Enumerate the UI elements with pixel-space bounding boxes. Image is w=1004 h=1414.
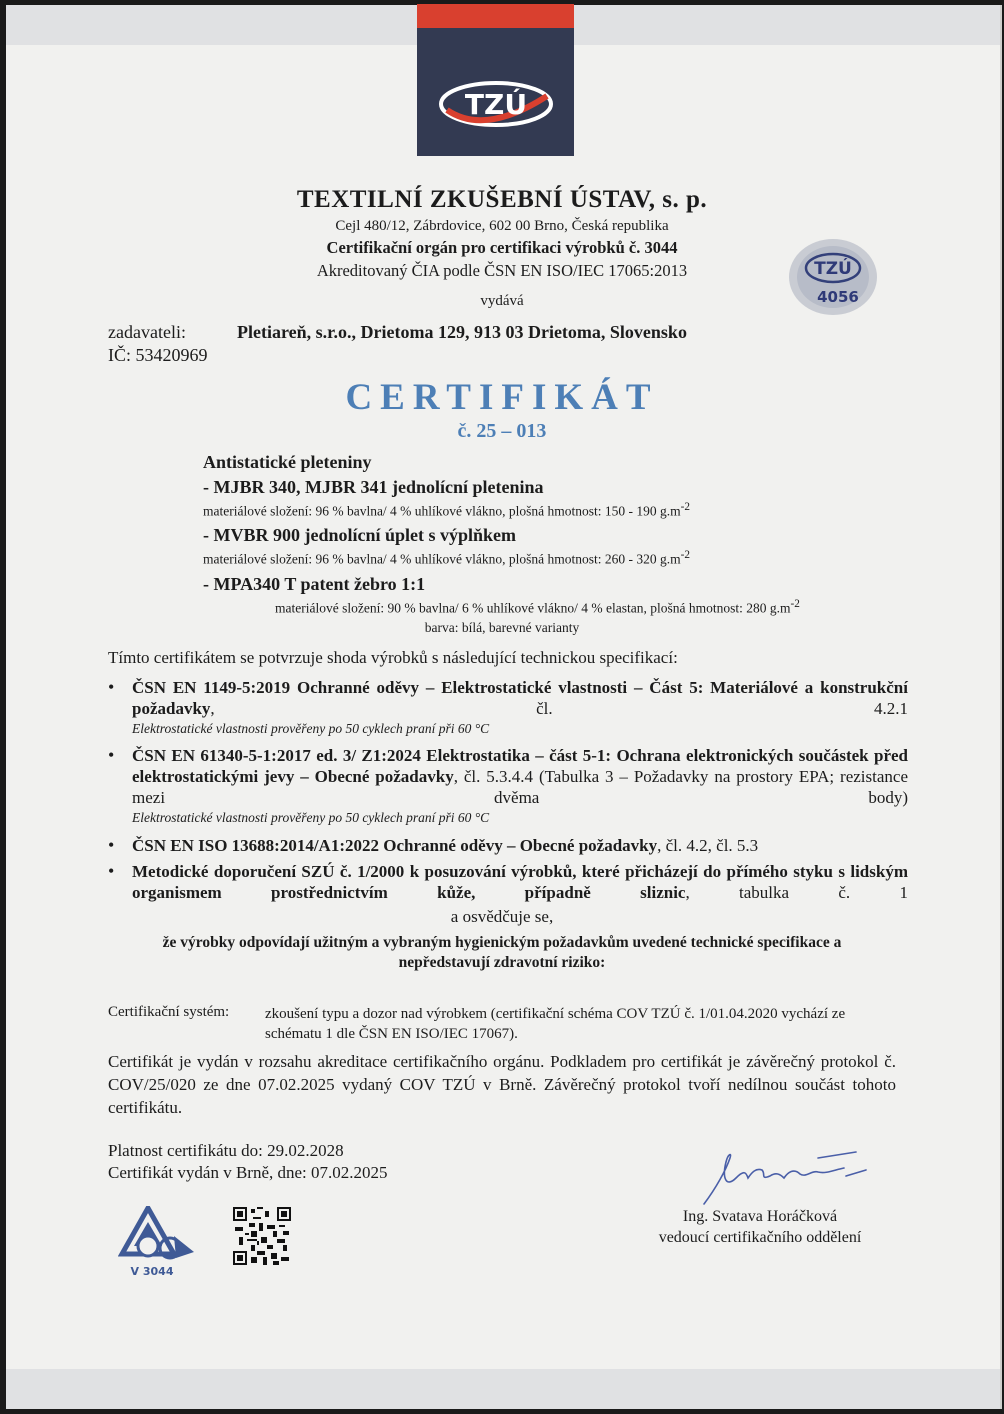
products-heading: Antistatické pleteniny	[203, 452, 372, 472]
spec-item: ČSN EN ISO 13688:2014/A1:2022 Ochranné oděvy – Obecné požadavky, čl. 4.2, čl. 5.3	[132, 836, 759, 855]
validity-date: Platnost certifikátu do: 29.02.2028	[108, 1141, 344, 1160]
spec-item: ČSN EN 61340-5-1:2017 ed. 3/ Z1:2024 Elektrostatika – část 5-1: Ochrana elektronických součástek před elektrostatickými jevy – Obecné požadavky, čl. 5.3.4.4 (Tabulka 3 – Požadavky na prostory EPA; rezistance mezi dvěma body)	[132, 746, 908, 807]
product-spec: materiálové složení: 96 % bavlna/ 4 % uhlíkové vlákno, plošná hmotnost: 260 - 320 $g.m^{-2}$	[203, 549, 691, 567]
certification-mark-icon	[118, 1206, 202, 1280]
organization-address: Cejl 480/12, Zábrdovice, 602 00 Brno, Česká republika	[335, 218, 669, 234]
seal-text: TZÚ	[814, 259, 852, 279]
cqs-badge: V 3044	[130, 1265, 174, 1278]
issue-date: Certifikát vydán v Brně, dne: 07.02.2025	[108, 1163, 388, 1182]
seal-number: 4056	[817, 288, 859, 306]
certification-body: Certifikační orgán pro certifikaci výrobků č. 3044	[326, 238, 678, 257]
client-label: zadavateli:	[108, 322, 186, 342]
spec-bullet: •	[108, 861, 115, 881]
system-label: Certifikační systém:	[108, 1004, 230, 1020]
product-spec: materiálové složení: 90 % bavlna/ 6 % uhlíkové vlákno/ 4 % elastan, plošná hmotnost: 280 $g.m^{-2}$	[275, 598, 800, 616]
spec-note: Elektrostatické vlastnosti prověřeny po 50 cyklech praní při 60 °C	[132, 810, 490, 825]
scope-paragraph: Certifikát je vydán v rozsahu akreditace certifikačního orgánu. Podkladem pro certifikát je závěrečný protokol č. COV/25/020 ze dne 07.02.2025 vydaný COV TZÚ v Brně. Závěrečný protokol tvoří nedílnou součást tohoto certifikátu.	[108, 1052, 896, 1117]
spec-intro: Tímto certifikátem se potvrzuje shoda výrobků s následující technickou specifikací:	[108, 648, 678, 667]
accreditation-line: Akreditovaný ČIA podle ČSN EN ISO/IEC 17065:2013	[316, 261, 688, 280]
qr-code[interactable]	[233, 1207, 291, 1265]
spec-bullet: •	[108, 835, 115, 855]
affirmation: a osvědčuje se,	[450, 907, 554, 926]
conclusion-text: že výrobky odpovídají užitným a vybraným hygienickým požadavkům uvedené technické specifikace a nepředstavují zdravotní riziko:	[162, 934, 842, 971]
conclusion	[0, 933, 1004, 973]
product-name: - MVBR 900 jednolícní úplet s výplňkem	[203, 525, 517, 545]
accreditation-seal-icon	[786, 236, 880, 318]
signature-icon	[696, 1148, 876, 1208]
tzu-logo-mark-icon	[435, 66, 557, 136]
bottom-scan-band	[6, 1369, 1000, 1409]
signatory-name: Ing. Svatava Horáčková	[682, 1208, 838, 1225]
logo-text: TZÚ	[464, 88, 528, 121]
tzu-logo	[417, 4, 574, 156]
client-id-number: IČ: 53420969	[108, 345, 208, 365]
product-name: - MPA340 T patent žebro 1:1	[203, 574, 426, 594]
spec-item: ČSN EN 1149-5:2019 Ochranné oděvy – Elektrostatické vlastnosti – Část 5: Materiálové a konstrukční požadavky, čl. 4.2.1	[132, 678, 908, 718]
system-value: zkoušení typu a dozor nad výrobkem (certifikační schéma COV TZÚ č. 1/01.04.2020 vychází ze schématu 1 dle ČSN EN ISO/IEC 17067).	[265, 1006, 846, 1042]
client-value: Pletiareň, s.r.o., Drietoma 129, 913 03 Drietoma, Slovensko	[237, 322, 687, 342]
issues-label: vydává	[480, 293, 524, 309]
spec-note: Elektrostatické vlastnosti prověřeny po 50 cyklech praní při 60 °C	[132, 721, 490, 736]
signatory-role: vedoucí certifikačního oddělení	[658, 1229, 862, 1246]
product-name: - MJBR 340, MJBR 341 jednolícní pletenina	[203, 477, 544, 497]
spec-item: Metodické doporučení SZÚ č. 1/2000 k posuzování výrobků, které přicházejí do přímého styku s lidským organismem prostřednictvím kůže, případně sliznic, tabulka č. 1	[132, 862, 908, 902]
spec-bullet: •	[108, 677, 115, 697]
product-spec: materiálové složení: 96 % bavlna/ 4 % uhlíkové vlákno, plošná hmotnost: 150 - 190 $g.m^{-2}$	[203, 501, 691, 519]
certificate-title: CERTIFIKÁT	[345, 377, 659, 418]
organization-name: TEXTILNÍ ZKUŠEBNÍ ÚSTAV, s. p.	[296, 186, 708, 213]
spec-bullet: •	[108, 745, 115, 765]
logo-red-bar	[417, 4, 574, 28]
product-color: barva: bílá, barevné varianty	[424, 620, 580, 635]
certificate-number: č. 25 – 013	[457, 420, 547, 442]
